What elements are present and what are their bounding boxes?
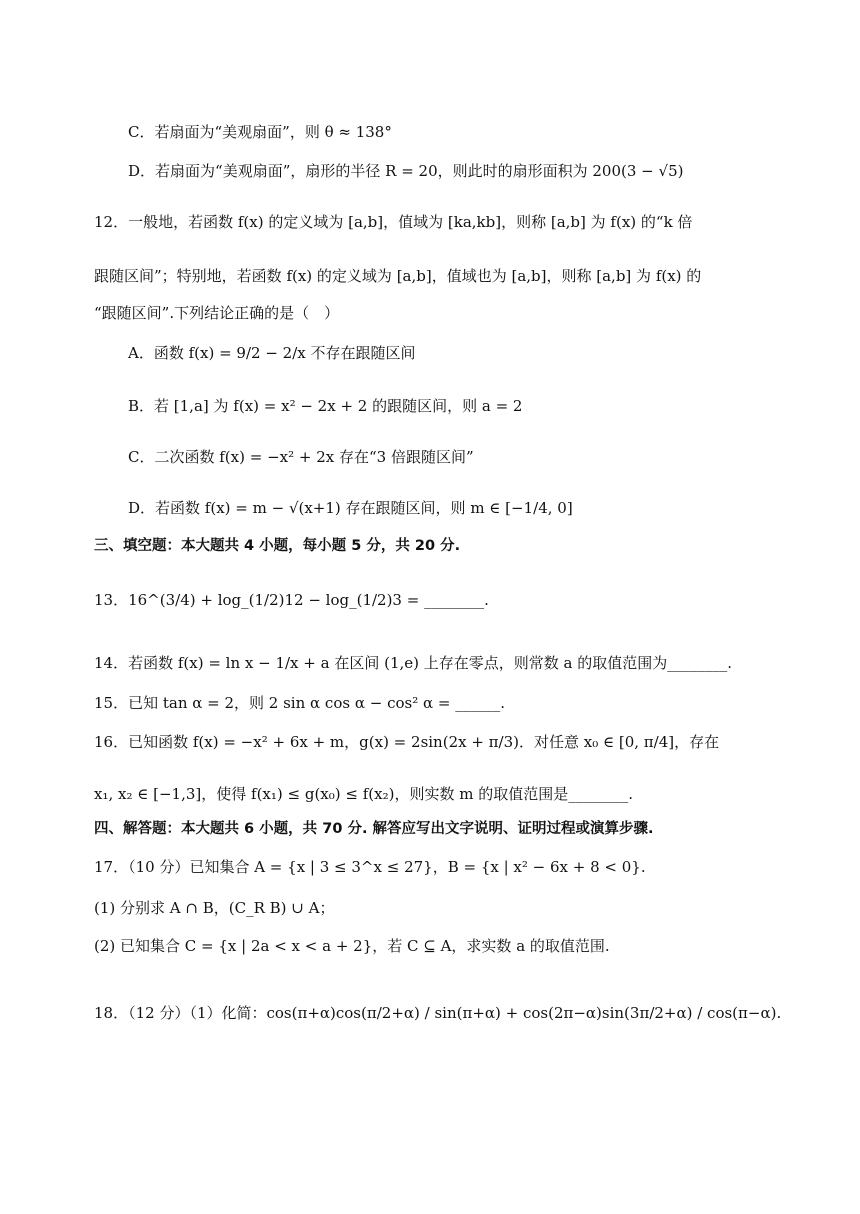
q11-option-c: C．若扇面为“美观扇面”，则 θ ≈ 138° (128, 123, 392, 141)
q12-option-d: D．若函数 f(x) = m − √(x+1) 存在跟随区间，则 m ∈ [−1/4, 0] (128, 499, 573, 517)
q12-option-b: B．若 [1,a] 为 f(x) = x² − 2x + 2 的跟随区间，则 a = 2 (128, 397, 523, 415)
q17-part2: (2) 已知集合 C = {x | 2a < x < a + 2}，若 C ⊆ A，求实数 a 的取值范围. (94, 937, 610, 955)
q14: 14．若函数 f(x) = ln x − 1/x + a 在区间 (1,e) 上存在零点，则常数 a 的取值范围为________. (94, 654, 733, 672)
q11-option-d: D．若扇面为“美观扇面”，扇形的半径 R = 20，则此时的扇形面积为 200(3 − √5) (128, 162, 684, 180)
q12-stem-line2: 跟随区间”；特别地，若函数 f(x) 的定义域为 [a,b]，值域也为 [a,b]，则称 [a,b] 为 f(x) 的 (94, 267, 702, 285)
section-3-heading: 三、填空题：本大题共 4 小题，每小题 5 分，共 20 分. (94, 538, 461, 554)
q15: 15．已知 tan α = 2，则 2 sin α cos α − cos² α = ______. (94, 694, 505, 712)
q18-stem: 18．（12 分）（1）化简：cos(π+α)cos(π/2+α) / sin(π+α) + cos(2π−α)sin(3π/2+α) / cos(π−α). (94, 1004, 782, 1022)
q12-option-a: A．函数 f(x) = 9/2 − 2/x 不存在跟随区间 (128, 344, 416, 362)
q16-line2: x₁, x₂ ∈ [−1,3]，使得 f(x₁) ≤ g(x₀) ≤ f(x₂)，则实数 m 的取值范围是________. (94, 785, 633, 803)
q17-stem: 17．（10 分）已知集合 A = {x | 3 ≤ 3^x ≤ 27}，B = {x | x² − 6x + 8 < 0}. (94, 858, 646, 876)
q12-stem-line3: “跟随区间”.下列结论正确的是（ ） (94, 304, 340, 322)
q13: 13．16^(3/4) + log_(1/2)12 − log_(1/2)3 = ________. (94, 591, 489, 609)
q16-line1: 16．已知函数 f(x) = −x² + 6x + m，g(x) = 2sin(2x + π/3)．对任意 x₀ ∈ [0, π/4]，存在 (94, 733, 720, 751)
section-4-heading: 四、解答题：本大题共 6 小题，共 70 分. 解答应写出文字说明、证明过程或演算步骤. (94, 821, 654, 837)
q12-stem-line1: 12．一般地，若函数 f(x) 的定义域为 [a,b]，值域为 [ka,kb]，则称 [a,b] 为 f(x) 的“k 倍 (94, 213, 693, 231)
q12-option-c: C．二次函数 f(x) = −x² + 2x 存在“3 倍跟随区间” (128, 448, 474, 466)
q17-part1: (1) 分别求 A ∩ B，(C_R B) ∪ A； (94, 899, 335, 917)
